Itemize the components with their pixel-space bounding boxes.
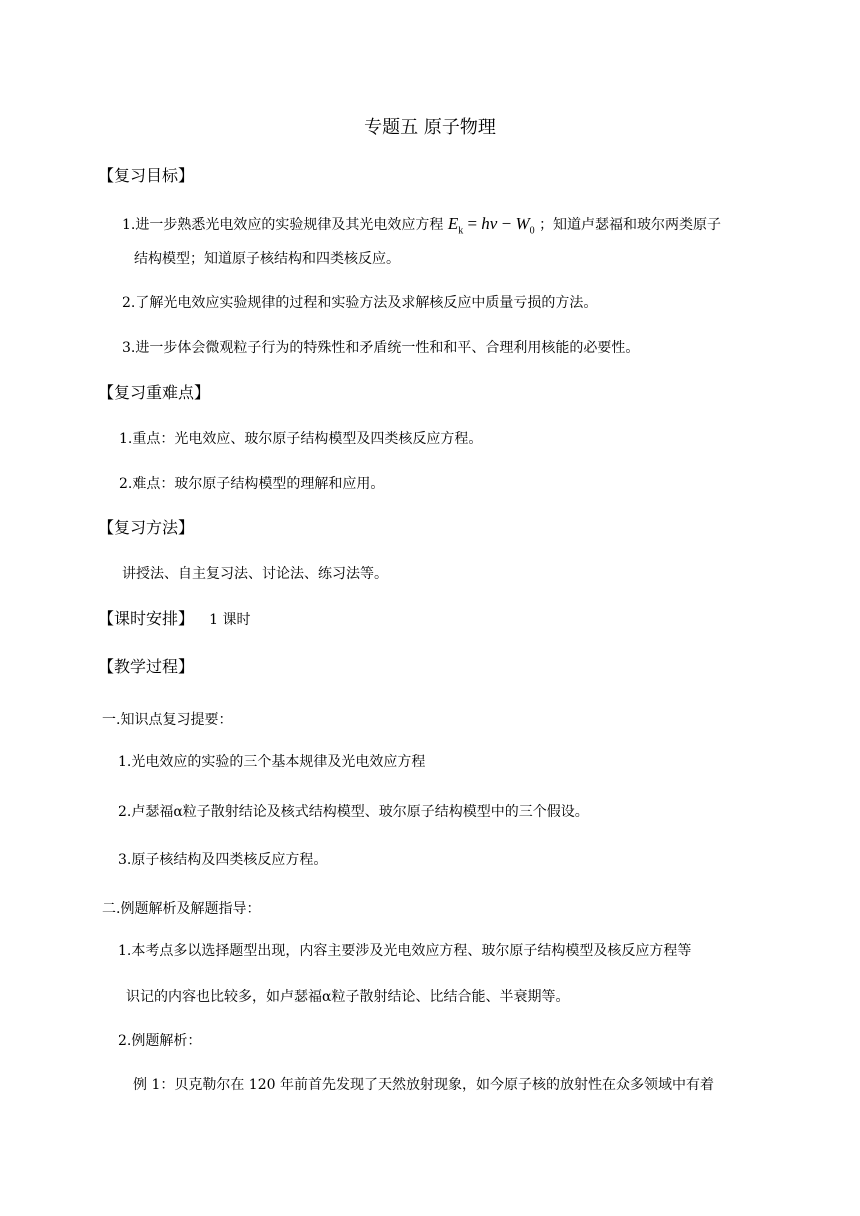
schedule-label: 【课时安排】 bbox=[98, 609, 195, 628]
process-heading: 【教学过程】 bbox=[98, 657, 195, 676]
schedule-text: 1 课时 bbox=[209, 612, 251, 628]
example-1: 例 1：贝克勒尔在 120 年前首先发现了天然放射现象，如今原子核的放射性在众多领域中有着 bbox=[133, 1077, 714, 1093]
goal-3: 3.进一步体会微观粒子行为的特殊性和矛盾统一性和和平、合理利用核能的必要性。 bbox=[122, 340, 640, 356]
method-heading: 【复习方法】 bbox=[98, 518, 195, 537]
method-text: 讲授法、自主复习法、讨论法、练习法等。 bbox=[122, 566, 388, 582]
part-2-item-1-line-2: 识记的内容也比较多，如卢瑟福α粒子散射结论、比结合能、半衰期等。 bbox=[126, 989, 570, 1005]
part-2-item-2: 2.例题解析： bbox=[118, 1033, 202, 1049]
page-title: 专题五 原子物理 bbox=[364, 117, 496, 138]
goal-1-line-1 bbox=[122, 214, 721, 241]
part-2-item-1-line-1: 1.本考点多以选择题型出现，内容主要涉及光电效应方程、玻尔原子结构模型及核反应方程等 bbox=[118, 943, 692, 959]
part-1-item-1: 1.光电效应的实验的三个基本规律及光电效应方程 bbox=[118, 754, 426, 770]
goal-2: 2.了解光电效应实验规律的过程和实验方法及求解核反应中质量亏损的方法。 bbox=[122, 295, 598, 311]
goal-1-line-2: 结构模型；知道原子核结构和四类核反应。 bbox=[134, 251, 400, 267]
key-points-heading: 【复习重难点】 bbox=[98, 383, 211, 402]
schedule-heading bbox=[98, 608, 250, 631]
goal-1-prefix: 1.进一步熟悉光电效应的实验规律及其光电效应方程 bbox=[122, 217, 444, 233]
part-1-item-3: 3.原子核结构及四类核反应方程。 bbox=[118, 852, 328, 868]
part-2-title: 二.例题解析及解题指导： bbox=[102, 901, 261, 917]
key-point-1: 1.重点：光电效应、玻尔原子结构模型及四类核反应方程。 bbox=[119, 431, 483, 447]
part-1-title: 一.知识点复习提要： bbox=[102, 712, 233, 728]
photoelectric-equation: $E_k = h\nu - W_0$ bbox=[447, 214, 535, 237]
goal-1-suffix: ；知道卢瑟福和玻尔两类原子 bbox=[539, 217, 722, 233]
key-point-2: 2.难点：玻尔原子结构模型的理解和应用。 bbox=[119, 476, 385, 492]
goals-heading: 【复习目标】 bbox=[98, 166, 195, 185]
part-1-item-2: 2.卢瑟福α粒子散射结论及核式结构模型、玻尔原子结构模型中的三个假设。 bbox=[118, 804, 589, 820]
